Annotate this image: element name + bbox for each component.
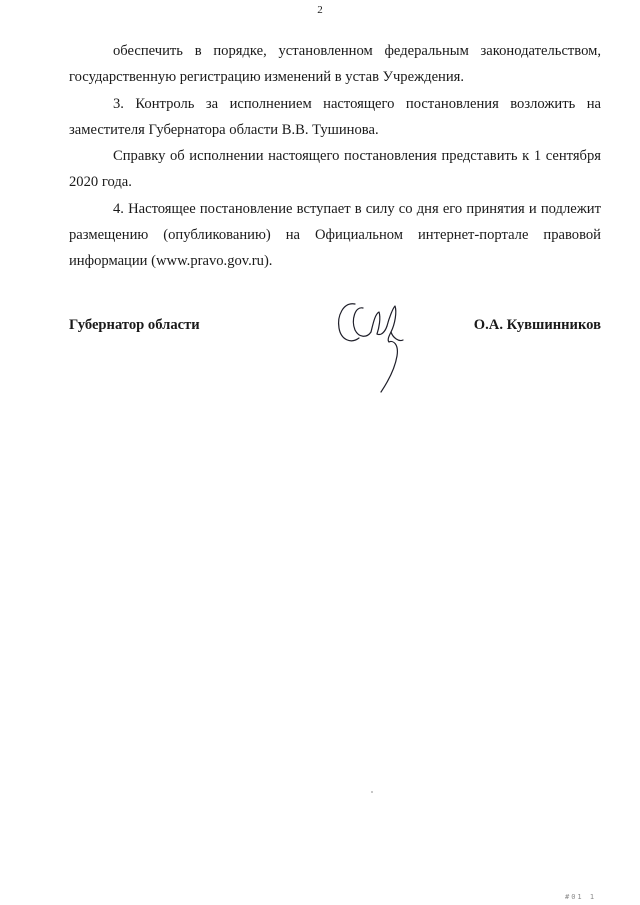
scan-artifact-dot [371,791,373,793]
paragraph-report: Справку об исполнении настоящего постановления представить к 1 сентября 2020 года. [69,148,601,191]
signatory-title: Губернатор области [69,317,200,333]
paragraph-registration: обеспечить в порядке, установленном федеральным законодательством, государственную регистрацию изменений в устав Учреждения. [69,43,601,86]
signatory-name: О.А. Кувшинников [473,317,601,333]
handwritten-signature [333,298,413,398]
paragraph-effective-date: 4. Настоящее постановление вступает в силу со дня его принятия и подлежит размещению (опубликованию) на Официальном интернет-портале правовой информации (www.pravo.gov.ru). [69,200,601,270]
page-number: 2 [317,4,323,16]
document-body [69,38,601,275]
paragraph-control: 3. Контроль за исполнением настоящего постановления возложить на заместителя Губернатора области В.В. Тушинова. [69,95,601,138]
scan-mark: #01 1 [565,893,597,901]
signature-block [69,298,601,408]
